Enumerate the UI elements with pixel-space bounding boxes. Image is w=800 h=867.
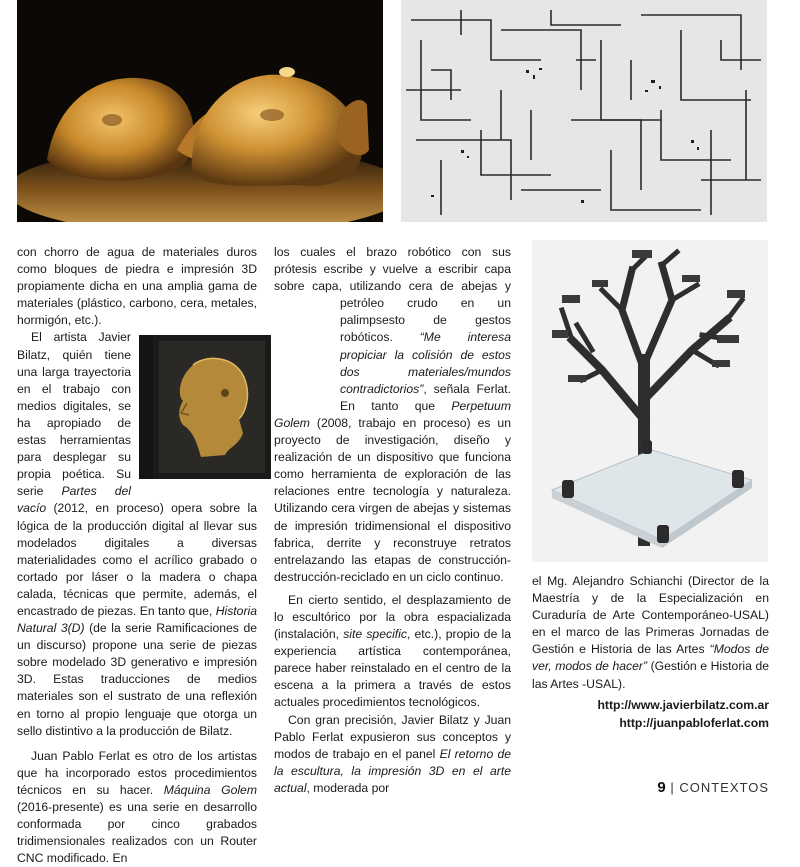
tree-sculpture-illustration [532, 240, 768, 562]
col1-paragraph-1: con chorro de agua de materiales duros como bloques de piedra e impresión 3D propiamente dicha en una amplia gama de materiales (plástico, carbono, cera, metales, hormigón, etc.). [17, 245, 257, 328]
text-column-3 [532, 573, 769, 693]
maze-relief-illustration [401, 0, 767, 222]
wax-heads-photo [17, 0, 383, 222]
golden-head-illustration [153, 335, 271, 479]
text-column-2 [274, 244, 511, 797]
golden-head-relief-photo [139, 335, 257, 479]
footer-separator: | [670, 780, 675, 795]
page-number: 9 [657, 779, 666, 796]
col3-paragraph-1: el Mg. Alejandro Schianchi (Director de la Maestría y de la Especialización en Curaduría de Arte Contemporáneo-USAL) en el marco de las Primeras Jornadas de Gestión e Historia de las Artes “Modos de ver, modos de hacer” (Gestión e Historia de las Artes -USAL). [532, 574, 769, 691]
page-footer [657, 779, 769, 796]
section-name: CONTEXTOS [679, 780, 769, 795]
text-column-1 [17, 244, 257, 867]
tree-sculpture-photo [532, 240, 768, 562]
col2-paragraph-2: En cierto sentido, el desplazamiento de lo escultórico por la obra espacializada (instalación, site specific, etc.), propio de la experiencia artística contemporánea, parece haber reinstalado en el centro de la escena a la primera a través de estos actuales procedimientos tecnológicos. [274, 592, 511, 710]
white-relief-photo [401, 0, 767, 222]
col2-paragraph-1: los cuales el brazo robótico con sus prótesis escribe y vuelve a escribir capa sobre capa, utilizando cera de abejas y petróleo crudo en un palimpsesto de gestos robóticos. “Me interesa propiciar la colisión de estos dos materiales/mundos contradictorios”, señala Ferlat. En tanto que Perpetuum Golem (2008, trabajo en proceso) es un proyecto de investigación, diseño y realización de un dispositivo que funciona como herramienta de exploración de las relaciones entre tecnología y naturaleza. Utilizando cera virgen de abejas y sistemas de impresión tridimensional el dispositivo fabrica, derrite y reconstruye retratos entrelazando las etapas de construcción-destrucción-reciclado en un ciclo continuo. [274, 245, 511, 584]
link-juan-pablo-ferlat[interactable]: http://juanpabloferlat.com [619, 716, 769, 730]
col1-paragraph-3: Juan Pablo Ferlat es otro de los artistas que ha incorporado estos procedimientos técnicos en su hacer. Máquina Golem (2016-presente) es una serie en desarrollo conformada por cinco grabados tridimensionales realizados con un Router CNC modificado. En [17, 748, 257, 866]
link-javier-bilatz[interactable]: http://www.javierbilatz.com.ar [597, 698, 769, 712]
col2-paragraph-3: Con gran precisión, Javier Bilatz y Juan Pablo Ferlat expusieron sus conceptos y modos de trabajo en el panel El retorno de la escultura, la impresión 3D en el arte actual, moderada por [274, 712, 511, 795]
col1-paragraph-2: El artista Javier Bilatz, quién tiene una larga trayectoria en el trabajo con medios digitales, se ha apropiado de estas herramientas para desplegar su propia poética. Su serie Partes del vacío (2012, en proceso) opera sobre la lógica de la producción digital al llevar sus modelados digitales a diversas materialidades como el acrílico grabado o cortado por láser o la madera o chapa calada, técnicas que permite, además, el encastrado de piezas. En tanto que, Historia Natural 3(D) (de la serie Ramificaciones de un discurso) propone una serie de piezas sobre modelado 3D generativo e impresión 3D. Estas traducciones de medios materiales son el sustrato de una reflexión en torno al propio lenguaje que otorga un sello distintivo a la producción de Bilatz. [17, 329, 257, 739]
wax-heads-illustration [17, 0, 383, 222]
